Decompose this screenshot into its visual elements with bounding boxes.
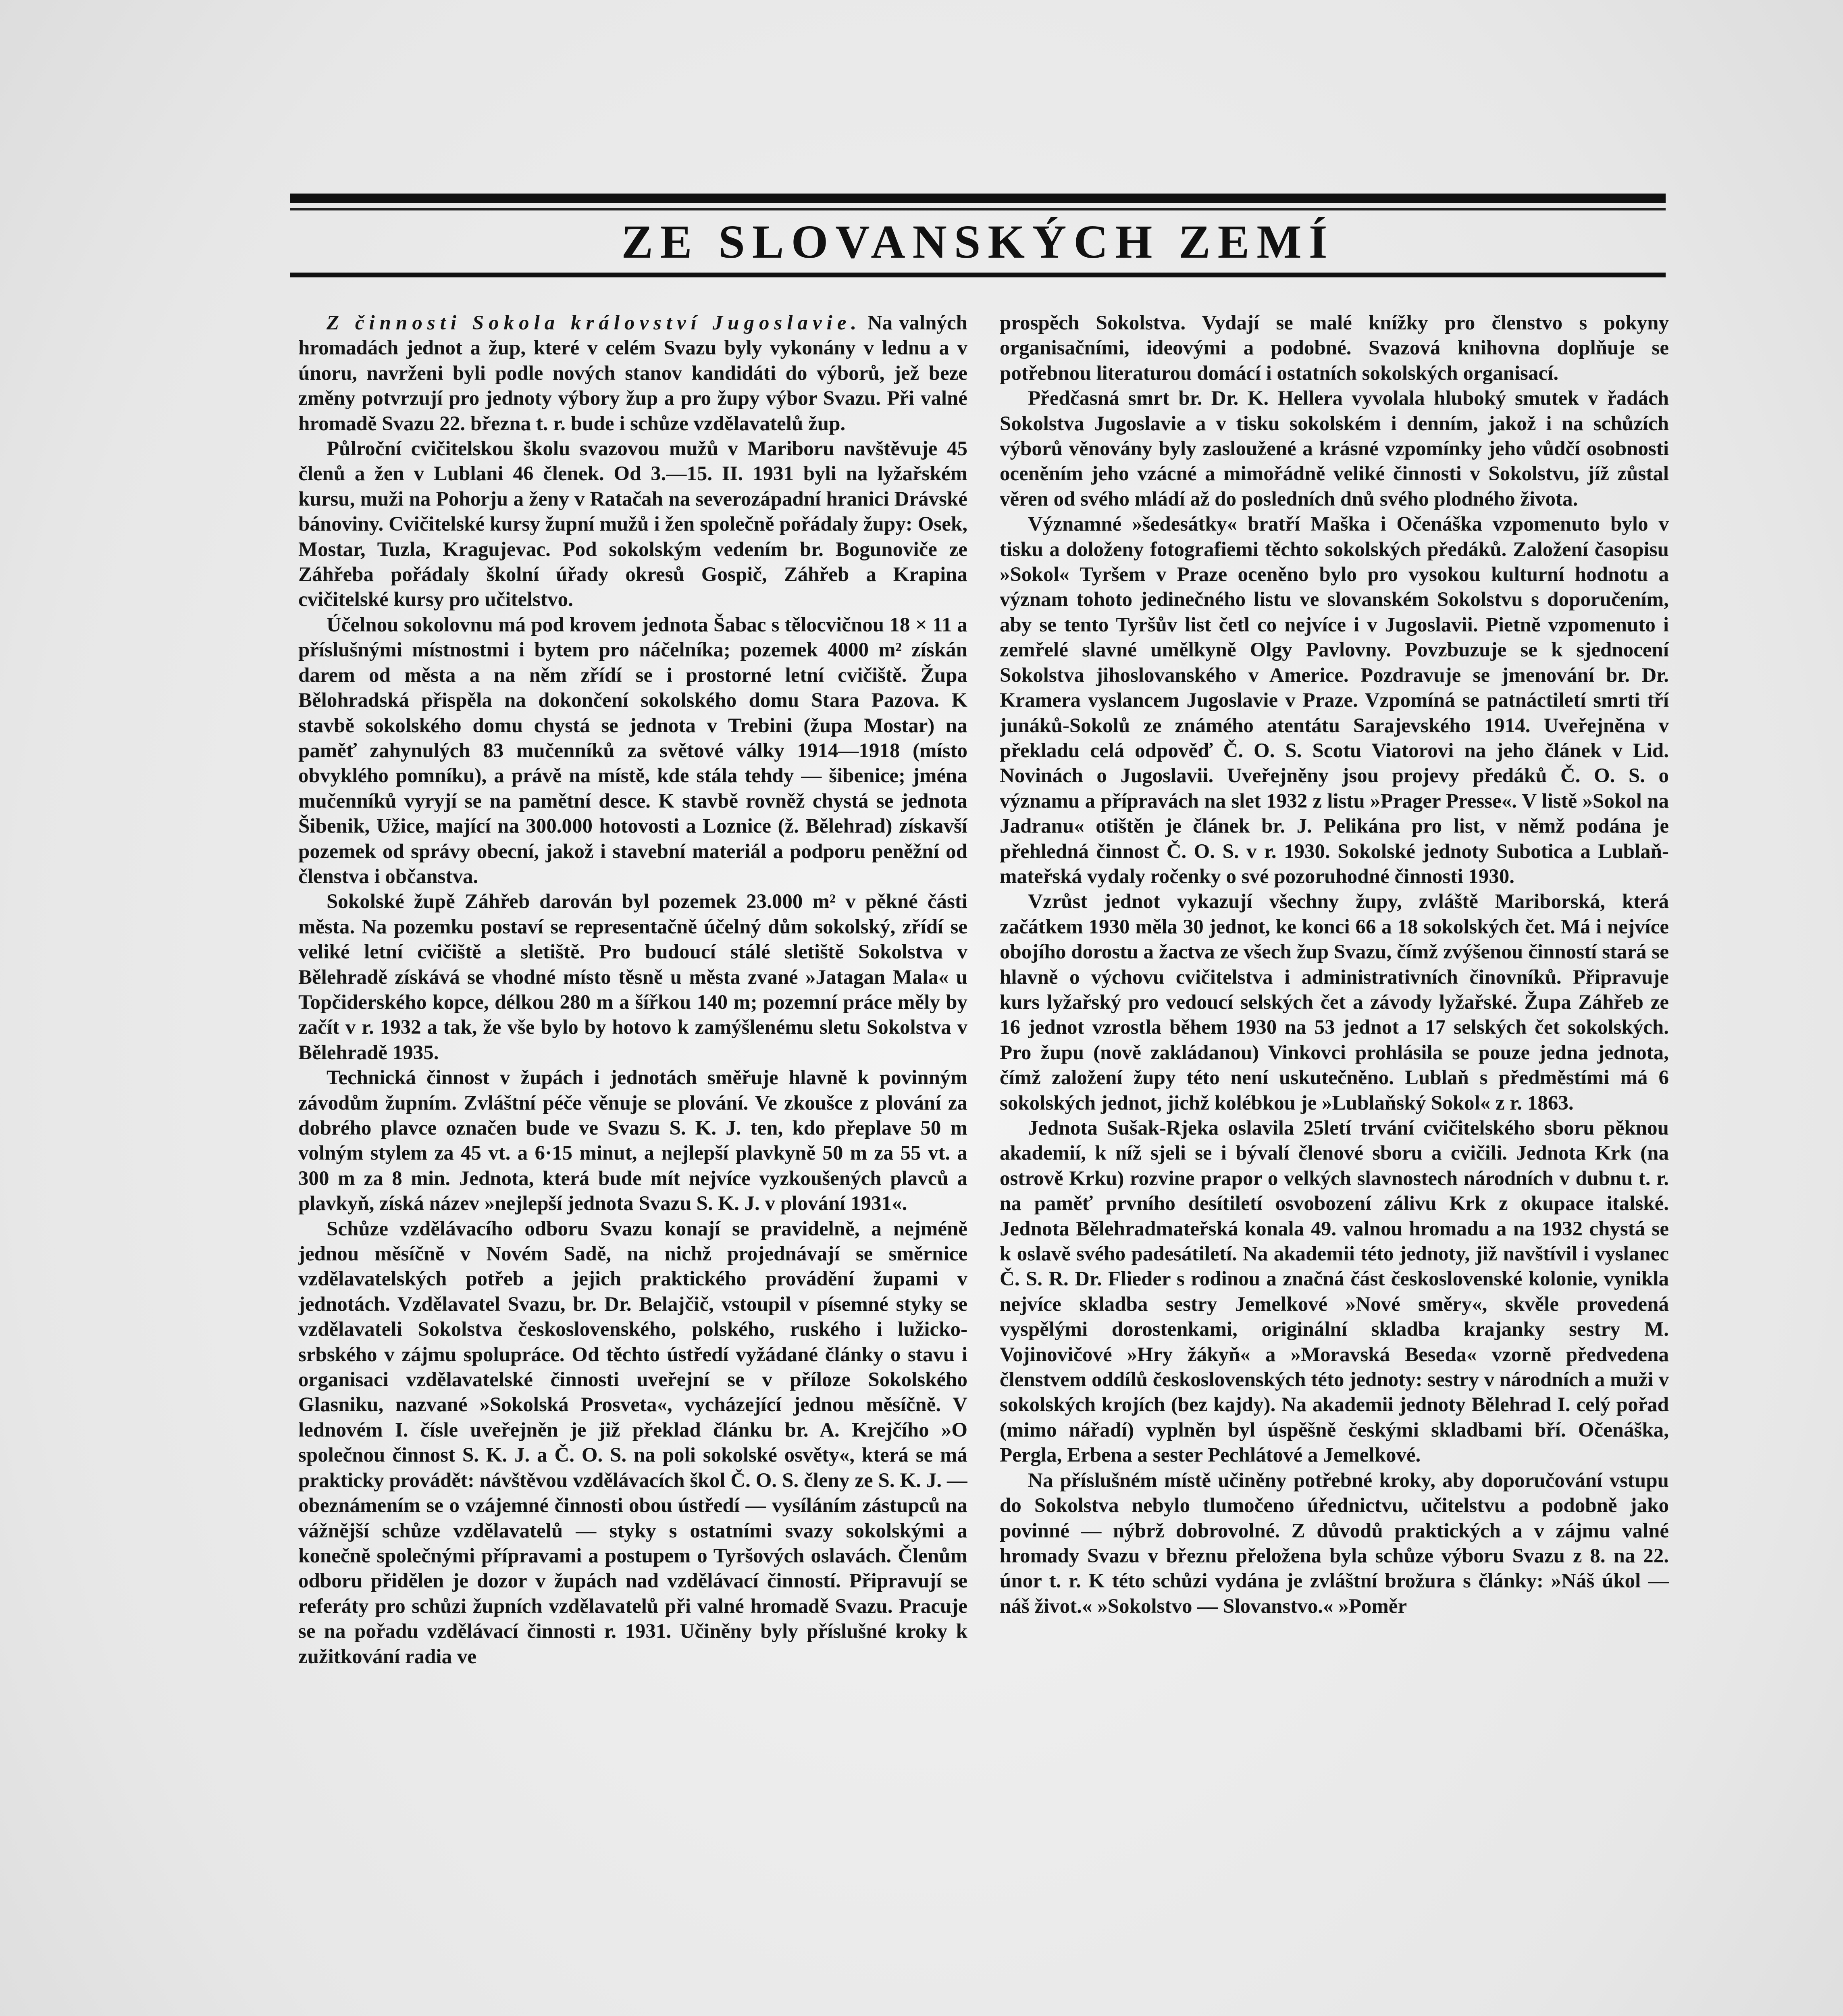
header-rule-thick bbox=[290, 194, 1666, 203]
header-rule-bottom bbox=[290, 273, 1666, 277]
section-header bbox=[290, 194, 1666, 286]
paragraph bbox=[298, 310, 967, 436]
paragraph: Významné »šedesátky« bratří Maška i Očenáška vzpomenuto bylo v tisku a doloženy fotografiemi těchto sokolských předáků. Založení časopisu »Sokol« Tyršem v Praze oceněno bylo pro vysokou kulturní hodnotu a význam tohoto jedinečného listu ve slovanském Sokolstvu s doporučením, aby se tento Tyršův list četl co nejvíce i v Jugoslavii. Pietně vzpomenuto i zemřelé slavné umělkyně Olgy Pavlovny. Povzbuzuje se k sjednocení Sokolstva jihoslovanského v Americe. Pozdravuje se jmenování br. Dr. Kramera vyslancem Jugoslavie v Praze. Vzpomíná se patnáctiletí smrti tří junáků-Sokolů ze známého atentátu Sarajevského 1914. Uveřejněna v překladu celá odpověď Č. O. S. Scotu Viatorovi na jeho článek v Lid. Novinách o Jugoslavii. Uveřejněny jsou projevy předáků Č. O. S. o významu a přípravách na slet 1932 z listu »Prager Presse«. V listě »Sokol na Jadranu« otištěn je článek br. J. Pelikána pro list, v němž podána je přehledná činnost Č. O. S. v r. 1930. Sokolské jednoty Subotica a Lublaň-mateřská vydaly ročenky o své pozoruhodné činnosti 1930. bbox=[1000, 513, 1669, 888]
paragraph: Účelnou sokolovnu má pod krovem jednota Šabac s tělocvičnou 18 × 11 a příslušnými místnostmi i bytem pro náčelníka; pozemek 4000 m² získán darem od města a na něm zřídí se i prostorné letní cvičiště. Župa Bělohradská přispěla na dokončení sokolského domu Stara Pazova. K stavbě sokolského domu chystá se jednota v Trebini (župa Mostar) na paměť zahynulých 83 mučenníků za světové války 1914—1918 (místo obvyklého pomníku), a právě na místě, kde stála tehdy — šibenice; jména mučenníků vyryjí se na pamětní desce. K stavbě rovněž chystá se jednota Šibenik, Užice, mající na 300.000 hotovosti a Loznice (ž. Bělehrad) získavší pozemek od správy obecní, jakož i stavební materiál a podporu peněžní od členstva i občanstva. bbox=[298, 613, 967, 888]
paragraph-text: Na valných hromadách jednot a žup, které v celém Svazu byly vykonány v lednu a v únoru, navrženi byli podle nových stanov kandidáti do výborů, jež beze změny potvrzují pro jednoty výbory žup a pro župy výbor Svazu. Při valné hromadě Svazu 22. března t. r. bude i schůze vzdělavatelů žup. bbox=[298, 312, 967, 435]
text-column-right bbox=[1000, 310, 1669, 2016]
paragraph: Na příslušném místě učiněny potřebné kroky, aby doporučování vstupu do Sokolstva nebylo tlumočeno úřednictvu, učitelstvu a podobně jako povinné — nýbrž dobrovolné. Z důvodů praktických a v zájmu valné hromady Svazu v březnu přeložena byla schůze výboru Svazu z 8. na 22. únor t. r. K této schůzi vydána je zvláštní brožura s články: »Náš úkol — náš život.« »Sokolstvo — Slovanstvo.« »Poměr bbox=[1000, 1469, 1669, 1618]
section-title: ZE SLOVANSKÝCH ZEMÍ bbox=[621, 215, 1335, 268]
text-column-left bbox=[298, 310, 967, 2016]
header-rule-thin bbox=[290, 208, 1666, 210]
paragraph: Jednota Sušak-Rjeka oslavila 25letí trvání cvičitelského sboru pěknou akademií, k níž sjeli se i bývalí členové sboru a cvičili. Jednota Krk (na ostrově Krku) rozvine prapor o velkých slavnostech národních v dubnu t. r. na paměť prvního desítiletí osvobození zálivu Krk z okupace italské. Jednota Bělehradmateřská konala 49. valnou hromadu a na 1932 chystá se k oslavě svého padesátiletí. Na akademii této jednoty, již navštívil i vyslanec Č. S. R. Dr. Flieder s rodinou a značná část československé kolonie, vynikla nejvíce skladba sestry Jemelkové »Nové směry«, skvěle provedená vyspělými dorostenkami, originální skladba krajanky sestry M. Vojinovičové »Hry žákyň« a »Moravská Beseda« vzorně předvedena členstvem oddílů československých této jednoty: sestry v národních a muži v sokolských krojích (bez kajdy). Na akademii jednoty Bělehrad I. celý pořad (mimo nářadí) vyplněn byl úspěšně českými skladbami bří. Očenáška, Pergla, Erbena a sester Pechlátové a Jemelkové. bbox=[1000, 1117, 1669, 1467]
paragraph: Sokolské župě Záhřeb darován byl pozemek 23.000 m² v pěkné části města. Na pozemku postaví se representačně účelný dům sokolský, zřídí se veliké letní cvičiště a sletiště. Pro budoucí stálé sletiště Sokolstva v Bělehradě získává se vhodné místo těsně u města zvané »Jatagan Mala« u Topčiderského kopce, délkou 280 m a šířkou 140 m; pozemní práce měly by začít v r. 1932 a tak, že vše bylo by hotovo k zamýšlenému sletu Sokolstva v Bělehradě 1935. bbox=[298, 890, 967, 1064]
paragraph: Předčasná smrt br. Dr. K. Hellera vyvolala hluboký smutek v řadách Sokolstva Jugoslavie a v tisku sokolském i denním, jakož i na schůzích výborů věnovány byly zasloužené a krásné vzpomínky jeho vůdčí osobnosti oceněním jeho vzácné a mimořádně veliké činnosti v Sokolstvu, jíž zůstal věren od svého mládí až do posledních dnů svého plodného života. bbox=[1000, 387, 1669, 510]
article-heading: Z činnosti Sokola království Jugoslavie. bbox=[327, 312, 861, 334]
paragraph: prospěch Sokolstva. Vydají se malé knížky pro členstvo s pokyny organisačními, ideovými a podobné. Svazová knihovna doplňuje se potřebnou literaturou domácí i ostatních sokolských organisací. bbox=[1000, 312, 1669, 385]
paragraph: Půlroční cvičitelskou školu svazovou mužů v Mariboru navštěvuje 45 členů a žen v Lublani 46 členek. Od 3.—15. II. 1931 byli na lyžařském kursu, muži na Pohorju a ženy v Ratačah na severozápadní hranici Drávské bánoviny. Cvičitelské kursy župní mužů i žen společně pořádaly župy: Osek, Mostar, Tuzla, Kragujevac. Pod sokolským vedením br. Bogunoviče ze Záhřeba pořádaly školní úřady okresů Gospič, Záhřeb a Krapina cvičitelské kursy pro učitelstvo. bbox=[298, 437, 967, 611]
paragraph: Schůze vzdělávacího odboru Svazu konají se pravidelně, a nejméně jednou měsíčně v Novém Sadě, na nichž projednávají se směrnice vzdělavatelských potřeb a jejich praktického provádění župami v jednotách. Vzdělavatel Svazu, br. Dr. Belajčič, vstoupil v písemné styky se vzdělavateli Sokolstva československého, polského, ruského i lužicko-srbského v zájmu spolupráce. Od těchto ústředí vyžádané články o stavu i organisaci vzdělavatelské činnosti uveřejní se v příloze Sokolského Glasniku, nazvané »Sokolská Prosveta«, vycházející jednou měsíčně. V lednovém I. čísle uveřejněn je již překlad článku br. A. Krejčího »O společnou činnost S. K. J. a Č. O. S. na poli sokolské osvěty«, která se má prakticky provádět: návštěvou vzdělávacích škol Č. O. S. členy ze S. K. J. — obeznámením se o vzájemné činnosti obou ústředí — vysíláním zástupců na vážnější schůze vzdělavatelů — styky s ostatními svazy sokolskými a konečně společnými přípravami a postupem o Tyršových oslavách. Členům odboru přidělen je dozor v župách nad vzdělávací činností. Připravují se referáty pro schůzi župních vzdělavatelů při valné hromadě Svazu. Pracuje se na pořadu vzdělávací činnosti r. 1931. Učiněny byly příslušné kroky k zužitkování radia ve bbox=[298, 1217, 967, 1668]
paragraph: Technická činnost v župách i jednotách směřuje hlavně k povinným závodům župním. Zvláštní péče věnuje se plování. Ve zkoušce z plování za dobrého plavce označen bude ve Svazu S. K. J. ten, kdo přeplave 50 m volným stylem za 45 vt. a 6·15 minut, a nejlepší plavkyně 50 m za 55 vt. a 300 m za 8 min. Jednota, která bude mít nejvíce vyzkoušených plavců a plavkyň, získá název »nejlepší jednota Svazu S. K. J. v plování 1931«. bbox=[298, 1066, 967, 1215]
paragraph: Vzrůst jednot vykazují všechny župy, zvláště Mariborská, která začátkem 1930 měla 30 jednot, ke konci 66 a 18 sokolských čet. Má i nejvíce obojího dorostu a žactva ze všech žup Svazu, čímž zvýšenou činností stará se hlavně o výchovu cvičitelstva i administrativních činovníků. Připravuje kurs lyžařský pro vedoucí selských čet a závody lyžařské. Župa Záhřeb ze 16 jednot vzrostla během 1930 na 53 jednot a 17 selských čet sokolských. Pro župu (nově zakládanou) Vinkovci prohlásila se pouze jedna jednota, čímž založení župy této není uskutečněno. Lublaň s předměstími má 6 sokolských jednot, jichž kolébkou je »Lublaňský Sokol« z r. 1863. bbox=[1000, 890, 1669, 1114]
